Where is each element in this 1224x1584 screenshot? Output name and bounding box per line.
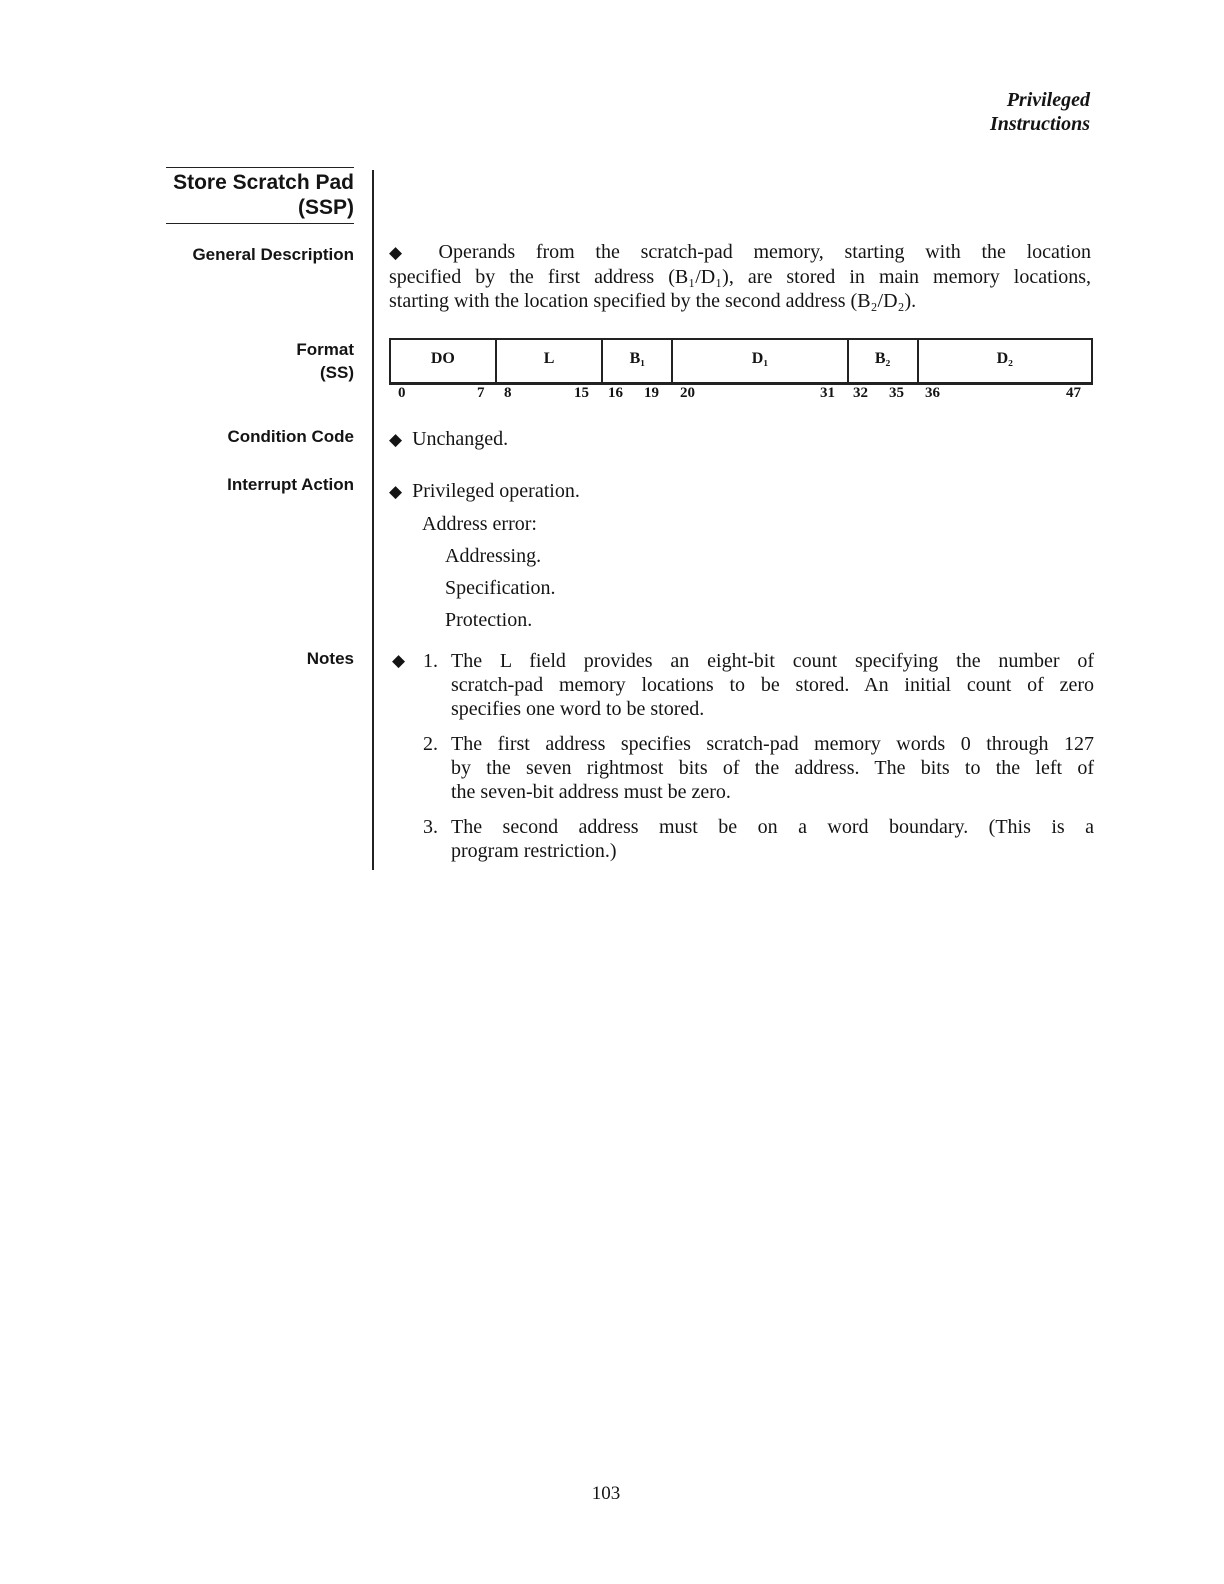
field-d1: D₁ [673, 340, 849, 382]
general-description [389, 240, 1091, 313]
diamond-bullet-icon: ◆ [389, 430, 403, 450]
interrupt-action-section [389, 475, 580, 636]
general-line-1-text: Operands from the scratch-pad memory, starting with the location [438, 241, 1092, 263]
format-diagram [389, 338, 1093, 385]
bit-20: 20 [680, 385, 695, 401]
note-number: 3. [423, 816, 438, 838]
note-line: The L field provides an eight-bit count specifying the number of [451, 650, 1094, 672]
header-line-1: Privileged [1006, 89, 1090, 111]
column-divider [372, 170, 374, 870]
diamond-bullet-icon: ◆ [389, 482, 403, 502]
instruction-title [166, 167, 354, 224]
interrupt-line-1 [389, 475, 580, 508]
interrupt-privileged: Privileged operation. [412, 480, 580, 502]
running-header [990, 88, 1090, 136]
note-line: by the seven rightmost bits of the address. The bits to the left of [451, 757, 1094, 779]
label-format-line-2: (SS) [320, 363, 354, 382]
note-line: program restriction.) [451, 840, 617, 862]
note-item [423, 815, 1094, 863]
bit-35: 35 [889, 385, 904, 401]
condition-code-text: Unchanged. [412, 428, 509, 450]
note-item [423, 732, 1094, 804]
condition-code-section [389, 427, 508, 452]
field-do: DO [391, 340, 497, 382]
interrupt-item: Protection. [445, 609, 533, 631]
general-line-2: specified by the first address (B₁/D₁), are stored in main memory locations, [389, 266, 1091, 288]
note-line: the seven-bit address must be zero. [451, 781, 731, 803]
bit-7: 7 [477, 385, 485, 401]
interrupt-item: Specification. [445, 577, 556, 599]
label-general-description: General Description [192, 245, 354, 264]
page-number: 103 [591, 1483, 621, 1504]
bit-19: 19 [644, 385, 659, 401]
bit-47: 47 [1066, 385, 1081, 401]
general-line-1 [389, 240, 1091, 265]
bit-16: 16 [608, 385, 623, 401]
note-number: 2. [423, 733, 438, 755]
note-number: 1. [423, 650, 438, 672]
bit-32: 32 [853, 385, 868, 401]
field-l: L [497, 340, 604, 382]
notes-list [423, 649, 1094, 863]
note-item [423, 649, 1094, 721]
diamond-bullet-icon: ◆ [392, 651, 406, 671]
label-format [154, 338, 354, 384]
label-interrupt-action: Interrupt Action [227, 475, 354, 494]
general-line-3: starting with the location specified by the second address (B₂/D₂). [389, 290, 917, 312]
title-line-1: Store Scratch Pad [173, 171, 354, 194]
note-line: scratch-pad memory locations to be stored. An initial count of zero [451, 674, 1094, 696]
interrupt-address-error: Address error: [422, 513, 537, 535]
diamond-bullet-icon: ◆ [389, 243, 418, 263]
field-b2: B₂ [849, 340, 919, 382]
note-line: The second address must be on a word boundary. (This is a [451, 816, 1094, 838]
bit-15: 15 [574, 385, 589, 401]
label-format-line-1: Format [296, 340, 354, 359]
field-b1: B₁ [603, 340, 673, 382]
note-line: The first address specifies scratch-pad memory words 0 through 127 [451, 733, 1094, 755]
label-notes: Notes [306, 649, 354, 668]
bit-31: 31 [820, 385, 835, 401]
note-line: specifies one word to be stored. [451, 698, 705, 720]
title-line-2: (SSP) [297, 196, 354, 219]
bit-36: 36 [925, 385, 940, 401]
header-line-2: Instructions [989, 113, 1090, 135]
bit-0: 0 [398, 385, 406, 401]
interrupt-item: Addressing. [445, 545, 542, 567]
bit-8: 8 [504, 385, 512, 401]
field-d2: D₂ [996, 350, 1013, 367]
label-condition-code: Condition Code [227, 427, 354, 446]
